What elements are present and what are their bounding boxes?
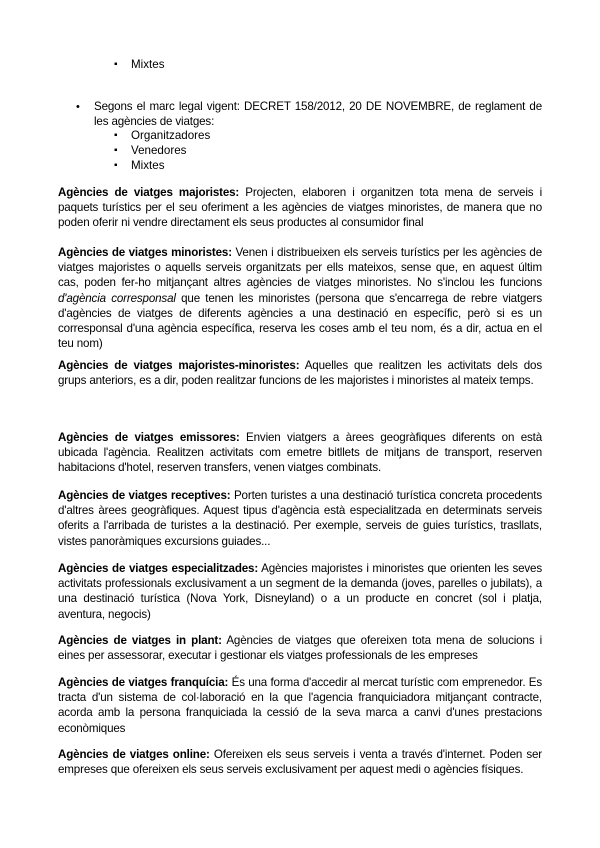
paragraph-emissores — [58, 430, 542, 476]
paragraph-in-plant — [58, 633, 542, 663]
bullet-marker: ▪ — [114, 145, 118, 156]
term-heading: Agències de viatges minoristes: — [58, 246, 232, 259]
list-item: Venedores — [131, 144, 187, 157]
paragraph-text: que tenen les minoristes (persona que s'encarrega de rebre viatgers d'agències de viatges de diferents agències a una destinació en específic, però si es un corresponsal d'una agència específica, reserva les coses amb el teu nom, és a dir, actua en el teu nom) — [58, 291, 542, 351]
paragraph-text: És una forma d'accedir al mercat turístic com emprenedor. Es tracta d'un sistema de col·laboració en la que l'agencia franquiciadora mitjançant contracte, acorda amb la persona franquiciada la cessió de la seva marca a canvi d'unes prestacions econòmiques — [58, 676, 542, 735]
paragraph-text: Aquelles que realitzen les activitats dels dos grups anteriors, es a dir, poden realitzar funcions de les majoristes i minoristes al mateix temps. — [58, 359, 542, 388]
paragraph-text: Ofereixen els seus serveis i venta a través d'internet. Poden ser empreses que ofereixen els seus serveis exclusivament per aquest medi o agències físiques. — [58, 748, 542, 777]
paragraph-especialitzades — [58, 561, 542, 622]
paragraph-majoristes — [58, 185, 542, 231]
bullet-marker: ▪ — [114, 130, 118, 141]
term-heading: Agències de viatges majoristes: — [58, 186, 240, 199]
paragraph-majoristes-minoristes — [58, 358, 542, 388]
term-heading: Agències de viatges especialitzades: — [58, 562, 259, 575]
term-heading: Agències de viatges emissores: — [58, 431, 240, 444]
list-item: Organitzadores — [131, 129, 211, 142]
term-heading: Agències de viatges online: — [58, 748, 210, 761]
term-heading: Agències de viatges in plant: — [58, 634, 222, 647]
paragraph-online — [58, 747, 542, 777]
bullet-marker: ▪ — [114, 160, 118, 171]
italic-term: d'agència corresponsal — [58, 291, 176, 305]
paragraph-franquicia — [58, 675, 542, 736]
list-item-mixtes-top: Mixtes — [131, 58, 165, 71]
paragraph-text: Agències de viatges que ofereixen tota mena de solucions i eines per assessorar, executar i gestionar els viatges professionals de les empreses — [58, 634, 542, 663]
legal-framework-text: Segons el marc legal vigent: DECRET 158/2012, 20 DE NOVEMBRE, de reglament de les agències de viatges: — [94, 100, 542, 128]
term-heading: Agències de viatges majoristes-minoristes: — [58, 359, 300, 372]
paragraph-text: Agències majoristes i minoristes que orienten les seves activitats professionals exclusivament a un segment de la demanda (joves, parelles o jubilats), a una destinació turística (Nova York, Disneyland) o a un producte en concret (sol i platja, aventura, negocis) — [58, 562, 542, 621]
list-item: Mixtes — [131, 159, 165, 172]
paragraph-text: Envien viatgers a àrees geogràfiques diferents on està ubicada l'agència. Realitzen activitats com emetre bitllets de mitjans de transport, reserven habitacions d'hotel, reserven transfers, venen viatges combinats. — [58, 431, 543, 475]
term-heading: Agències de viatges franquícia: — [58, 676, 229, 689]
paragraph-text: Porten turistes a una destinació turística concreta procedents d'altres àrees geogràfiques. Aquest tipus d'agència està especialitzada en determinats serveis oferits a l'arribada de turistes a la destinació. Per exemple, serveis de guies turístics, trasllats, vistes panoràmiques excursions guiades... — [58, 489, 543, 548]
bullet-marker: ▪ — [114, 59, 118, 70]
term-heading: Agències de viatges receptives: — [58, 489, 231, 502]
paragraph-minoristes — [58, 245, 542, 351]
paragraph-receptives — [58, 488, 542, 549]
paragraph-text: Venen i distribueixen els serveis turístics per les agències de viatges majoristes o aquells serveis organitzats per ells mateixos, sense que, en aquest últim cas, poden fer-ho mitjançant altres agències de viatges minoristes. No s'inclou les funcions — [58, 246, 543, 290]
bullet-marker: • — [76, 101, 80, 113]
paragraph-text: Projecten, elaboren i organitzen tota mena de serveis i paquets turístics per el seu oferiment a les agències de viatges minoristes, de manera que no poden oferir ni vendre directament els seus productes al consumidor final — [58, 186, 542, 230]
